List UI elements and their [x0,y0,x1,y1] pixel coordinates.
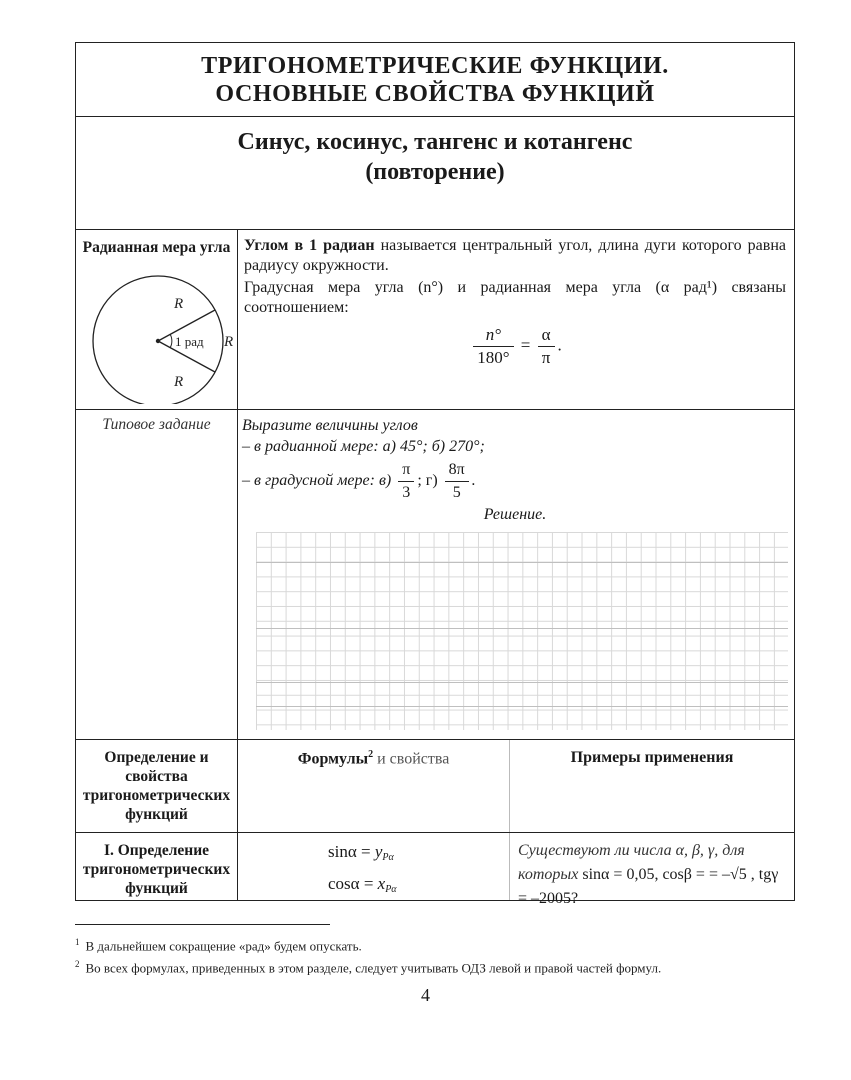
radian-def-rest: называется центральный угол, длина дуги которого равна радиусу окружности. [244,237,786,274]
footnote-1-mark: 1 [75,937,80,947]
footnote-1-text: В дальнейшем сокращение «рад» будем опускать. [85,938,362,954]
sin-formula-sub: Pα [382,852,394,863]
header-col1 [76,740,238,832]
radian-formula [238,324,794,369]
sin-formula [328,839,509,871]
header-col2 [238,740,510,832]
section-title-line2: (повторение) [365,159,505,185]
task-label: Типовое задание [102,416,211,433]
task-frac2-num: 8π [445,459,469,482]
def1-example [510,833,794,911]
frac-den-degrees: 180° [477,348,510,367]
task-mid: ; г) [417,472,438,490]
radian-def-bold: Углом в 1 радиан [244,237,375,254]
task-text [238,410,794,525]
radian-label-cell [76,230,238,409]
task-row [76,410,794,740]
grid-line-4 [256,706,788,707]
angle-arc [170,334,172,348]
def1-formulas [238,833,509,903]
def1-formulas-cell [238,833,510,900]
grid-line-1 [256,562,788,563]
task-line3-prefix: – в градусной мере: в) [242,472,392,490]
grid-line-2 [256,628,788,629]
task-line3-end: . [471,472,476,490]
def1-label-cell [76,833,238,900]
frac-den-radians: π [541,348,551,367]
frac-num-radians: α [538,324,555,347]
radian-definition-cell [238,230,794,409]
header-col2-rest: и свойства [373,750,450,768]
frac-num-degrees: n° [473,324,513,347]
radian-row [76,230,794,410]
section-title [76,117,794,230]
footnote-2-mark: 2 [75,959,80,969]
center-point [156,339,160,343]
label-r-bottom: R [174,374,184,390]
sin-formula-var: y [374,842,383,861]
header-col2-text [238,740,509,768]
definition-i-row [76,833,794,907]
header-col3-text: Примеры применения [570,749,734,766]
content-table [75,42,795,907]
def1-label: I. Определение тригонометрических функций [82,842,231,897]
fraction-degrees [473,324,513,369]
def1-example-cell [510,833,794,907]
footnote-2-text: Во всех формулах, приведенных в этом разделе, следует учитывать ОДЗ левой и правой частей формул. [85,960,662,976]
footnote-separator [75,924,330,925]
header-col1-text: Определение и свойства тригонометрических функций [82,749,231,823]
footnote-2 [75,959,661,976]
formula-equals: = [520,335,531,355]
task-frac1 [398,459,414,504]
cos-formula-var: x [377,874,386,893]
task-line1: Выразите величины углов [242,417,418,434]
radian-label: Радианная мера угла [82,239,231,256]
section-title-line1: Синус, косинус, тангенс и котангенс [237,129,633,155]
header-col2-bold: Формулы [297,750,369,768]
sin-formula-left: sinα = [328,842,371,861]
task-frac2-den: 5 [452,484,461,501]
chapter-title-line2: ОСНОВНЫЕ СВОЙСТВА ФУНКЦИЙ [215,81,655,107]
cos-formula-sub: Pα [385,884,397,895]
task-frac1-den: 3 [402,484,411,501]
radian-definition [238,230,794,276]
task-label-cell [76,410,238,739]
definitions-header-row [76,740,794,833]
label-r-top: R [174,296,184,312]
task-frac1-num: π [398,459,414,482]
header-col3 [510,740,794,832]
header-col2-sup: 2 [368,749,374,760]
chapter-title [76,43,794,117]
task-solution: Решение. [483,506,547,523]
page-number: 4 [421,985,430,1005]
label-r-arc: R [224,334,234,350]
task-content-cell [238,410,794,739]
label-angle: 1 рад [175,334,204,349]
cos-formula-left: cosα = [328,874,374,893]
cos-formula [328,871,509,903]
fraction-radians [538,324,555,369]
def1-example-rest: sinα = 0,05, cosβ = = –√5 , tgγ = –2005? [518,866,779,907]
radian-circle-figure [76,274,236,404]
def1-example-italic: Существуют ли числа α, β, γ, для которых [518,842,745,883]
formula-end: . [557,335,562,355]
footnote-1 [75,937,362,954]
task-line3 [242,459,788,504]
task-line2: – в радианной мере: а) 45°; б) 270°; [242,438,485,455]
radian-relation: Градусная мера угла (n°) и радианная мера угла (α рад¹) связаны соотношением: [244,279,786,316]
task-frac2 [445,459,469,504]
grid-line-3 [256,682,788,683]
chapter-title-line1: ТРИГОНОМЕТРИЧЕСКИЕ ФУНКЦИИ. [201,53,669,79]
